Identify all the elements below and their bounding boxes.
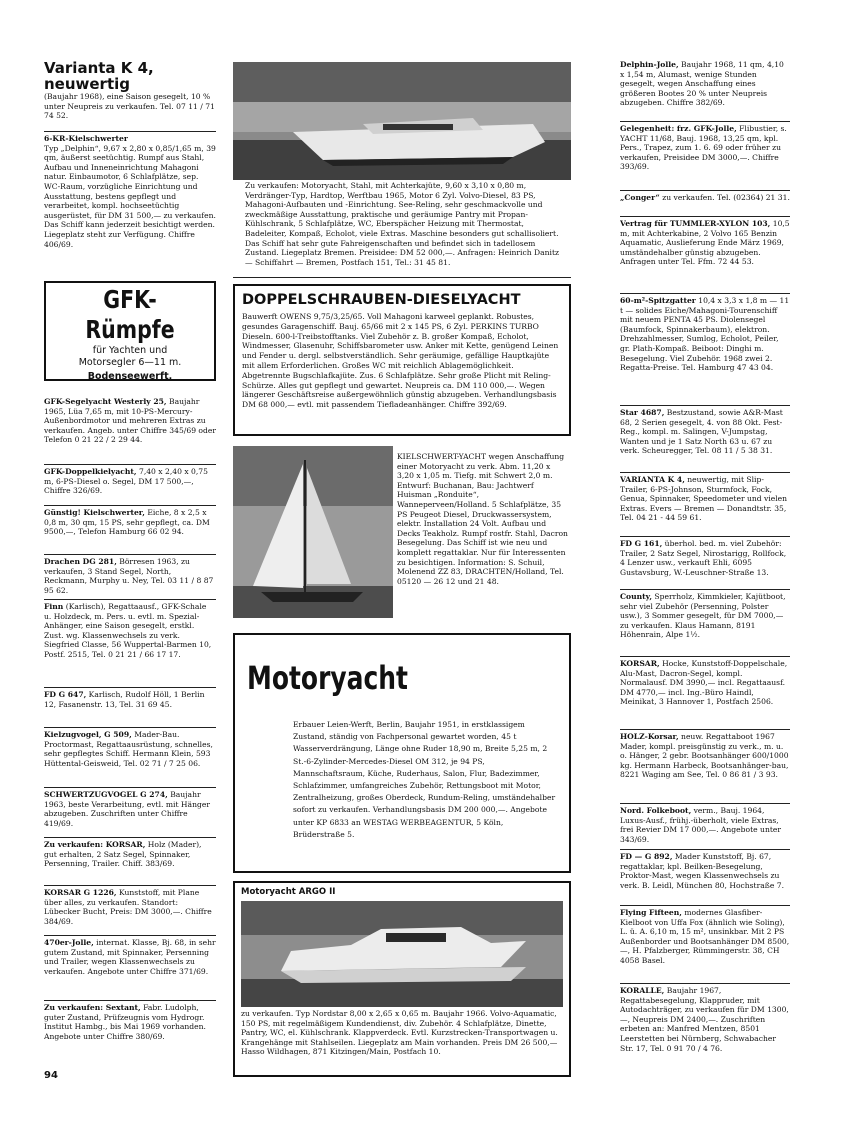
ad-lead: FD G 647,: [44, 690, 87, 699]
ad-text: internat. Klasse, Bj. 68, in sehr gutem Zustand, mit Spinnaker, Persenning und Trailer, wegen Klassenwechsels zu verkaufen. Angebote unter Chiffre 371/69.: [44, 938, 216, 976]
divider: [620, 405, 790, 406]
divider: [44, 885, 216, 886]
ad-text: Flibustier, s. YACHT 11/68, Bauj. 1968, 13,25 qm, kpl. Pers., Trapez, zum 1. 6. 69 oder früher zu verkaufen, Preisidee DM 3000,—. Chiffre 393/69.: [620, 124, 787, 172]
ad-text: Bestzustand, sowie A&R-Mast 68, 2 Serien gesegelt, 4. von 88 Okt. Fest-Reg., kompl. m. Salingen, V-Jumpstag, Wanten und je 1 Satz North 63 u. 67 zu verk. Scheuregger, Tel. 08 11 / 5 38 31.: [620, 408, 783, 456]
gfk-title: GFK-Rümpfe: [85, 285, 175, 344]
ad-lead: Nord. Folkeboot,: [620, 806, 692, 815]
classified-ad: [620, 193, 790, 215]
ad-text: Sperrholz, Kimmkieler, Kajütboot, sehr viel Zubehör (Persenning, Polster usw.), 3 Sommer gesegelt, für DM 7000,— zu verkaufen. Klaus Hamann, 8191 Höhenrain, Alpe 1½.: [620, 592, 786, 640]
ad-lead: 60-m²-Spitzgatter: [620, 296, 696, 305]
ad-lead: Zu verkaufen: Sextant,: [44, 1003, 141, 1012]
ad-text: Börresen 1963, zu verkaufen, 3 Stand Segel, North, Reckmann, Murphy u. Ney, Tel. 03 11 / 8 87 95 62.: [44, 557, 214, 595]
ad-text: Baujahr 1965, Lüa 7,65 m, mit 10-PS-Mercury-Außenbordmotor und mehreren Extras zu verkaufen. Angeb. unter Chiffre 345/69 oder Telefon 0 21 22 / 2 29 44.: [44, 397, 216, 445]
doppel-title: DOPPELSCHRAUBEN-DIESELYACHT: [242, 292, 521, 308]
ad-lead: GFK-Doppelkielyacht,: [44, 467, 137, 476]
classified-ad: [620, 908, 790, 982]
ad-text: Fabr. Ludolph, guter Zustand, Prüfzeugnis vom Hydrogr. Institut Hambg., bis Mai 1969 vorhanden. Angebote unter Chiffre 380/69.: [44, 1003, 206, 1041]
divider: [44, 1000, 216, 1001]
ad-text: 10,5 m, mit Achterkabine, 2 Volvo 165 Benzin Aquamatic, Auslieferung Ende März 1969, umständehalber günstig abzugeben. Anfragen unter Tel. Ffm. 72 44 53.: [620, 219, 790, 267]
ad-lead: Zu verkaufen: KORSAR,: [44, 840, 146, 849]
gfk-line2: Motorsegler 6—11 m.: [78, 357, 182, 368]
ad-lead: KORSAR G 1226,: [44, 888, 117, 897]
divider: [620, 983, 790, 984]
divider: [620, 472, 790, 473]
ad-lead: HOLZ-Korsar,: [620, 732, 679, 741]
ad-lead: Kielzugvogel, G 509,: [44, 730, 132, 739]
divider: [620, 849, 790, 850]
ad-text: Mader Kunststoff, Bj. 67, regattaklar, kpl. Beilken-Besegelung, Proktor-Mast, wegen Klassenwechsels zu verk. B. Leidl, München 80, Hochstraße 7.: [620, 852, 784, 890]
classified-ad: [620, 986, 790, 1076]
argo-title: Motoryacht ARGO II: [241, 887, 336, 897]
classified-ad: [44, 397, 216, 463]
classified-ad: [44, 557, 216, 598]
ad-lead: Star 4687,: [620, 408, 665, 417]
ad-text: Baujahr 1967, Regattabesegelung, Klappruder, mit Autodachträger, zu verkaufen für DM 1300,—, Neupreis DM 2400,—. Zuschriften erbeten an: Manfred Mentzen, 8501 Leerstetten bei Nürnberg, Schwabacher Str. 17, Tel. 0 91 70 / 4 76.: [620, 986, 789, 1053]
classified-ad: [620, 60, 790, 120]
ad-text: Hocke, Kunststoff-Doppelschale, Alu-Mast, Dacron-Segel, kompl. Normalausf. DM 3990,— incl. Regattaausf. DM 4770,— incl. Ing.-Büro Haindl, Meinikat, 3 Hannover 1, Postfach 2506.: [620, 659, 788, 707]
moto-title: Motoryacht: [247, 659, 408, 697]
classified-ad: [620, 408, 790, 471]
classified-ad: [44, 840, 216, 884]
ad-text: Eiche, 8 x 2,5 x 0,8 m, 30 qm, 15 PS, sehr gepflegt, ca. DM 9500,—, Telefon Hamburg 66 02 94.: [44, 508, 210, 537]
classified-ad: [44, 508, 216, 553]
ad-lead: SCHWERTZUGVOGEL G 274,: [44, 790, 168, 799]
argo-photo: [241, 901, 563, 1007]
divider: [44, 464, 216, 465]
ad-lead: Drachen DG 281,: [44, 557, 117, 566]
ad-text: Baujahr 1963, beste Verarbeitung, evtl. mit Hänger abzugeben. Zuschriften unter Chiffre 419/69.: [44, 790, 210, 828]
divider: [233, 277, 571, 278]
classified-ad: [620, 475, 790, 535]
divider: [620, 803, 790, 804]
ad-text: Karlisch, Rudolf Höll, 1 Berlin 12, Fasanenstr. 13, Tel. 31 69 45.: [44, 690, 205, 709]
motoryacht-caption: Zu verkaufen: Motoryacht, Stahl, mit Achterkajüte, 9,60 x 3,10 x 0,80 m, Verdränger-Typ, Hardtop, Werftbau 1965, Motor 6 Zyl. Volvo-Diesel, 83 PS, Mahagoni-Aufbauten und -Einrichtung. See-Reling, sehr geschmackvolle und zweckmäßige Ausstattung, praktische und geräumige Pantry mit Propan-Kühlschrank, 5 Schlafplätze, WC, Eberspächer Heizung mit Thermostat, Badeleiter, Kompaß, Echolot, viele Extras. Maschine besonders gut schallisoliert. Das Schiff hat sehr gute Fahreigenschaften und befindet sich in tadellosem Zustand. Liegeplatz Bremen. Preisidee: DM 52 000,—. Anfragen: Heinrich Danitz — Schiffahrt — Bremen, Postfach 151, Tel.: 31 45 81.: [245, 181, 560, 267]
ad-lead: VARIANTA K 4,: [620, 475, 685, 484]
classified-ad: [44, 790, 216, 836]
motorboat-image: [241, 901, 563, 1007]
doppel-text: Bauwerft OWENS 9,75/3,25/65. Voll Mahagoni karweel geplankt. Robustes, gesundes Garagenschiff. Bauj. 65/66 mit 2 x 145 PS, 6 Zyl. PERKINS TURBO Dieseln. 600-l-Treibstofftanks. Viel Zubehör z. B. großer Kompaß, Echolot, Windmesser, Glasenuhr, Schiffsbarometer usw. Anker mit Kette, genügend Leinen und Fender u. dergl. selbstverständlich. Sehr geräumige, gefällige Hauptkajüte mit allem Erforderlichen. Großes WC mit reichlich Ablagemöglichkeit. Abgetrennte Bugschlafkajüte. Zus. 6 Schlafplätze. Sehr große Plicht mit Reling-Schürze. Alles gut gepflegt und gewartet. Neupreis ca. DM 110 000,—. Wegen längerer Geschäftsreise außergewöhnlich günstig abzugeben. Verhandlungsbasis DM 68 000,— evtl. mit passendem Tiefladeanhänger. Chiffre 392/69.: [242, 312, 559, 410]
ad-text: (Karlisch), Regattaausf., GFK-Schale u. Holzdeck, m. Pers. u. evtl. m. Spezial-Anhänger, eine Saison gesegelt, erstkl. Zust. wg. Klassenwechsels zu verk. Siegfried Classe, 56 Wuppertal-Barmen 10, Postf. 2515, Tel. 0 21 21 / 66 17 17.: [44, 602, 212, 659]
ad-lead: KORSAR,: [620, 659, 660, 668]
kr-lead: 6-KR-Kielschwerter: [44, 134, 128, 143]
varianta-ad: [44, 60, 216, 121]
kr-ad: [44, 134, 216, 249]
gfk-company: Bodenseewerft,: [87, 371, 173, 381]
classified-ad: [620, 806, 790, 848]
ad-lead: Flying Fifteen,: [620, 908, 682, 917]
classified-ad: [44, 602, 216, 686]
classified-ad: [44, 888, 216, 934]
classified-ad: [620, 124, 790, 189]
divider: [620, 293, 790, 294]
classified-ad: [620, 219, 790, 292]
ad-lead: „Conger“: [620, 193, 660, 202]
varianta-heading: Varianta K 4, neuwertig: [44, 60, 154, 93]
ad-text: verm., Bauj. 1964, Luxus-Ausf., frühj.-überholt, viele Extras, frei Revier DM 17 000,—. Angebote unter 343/69.: [620, 806, 782, 844]
ad-text: 10,4 x 3,3 x 1,8 m — 11 t — solides Eiche/Mahagoni-Tourenschiff mit neuem PENTA 45 PS. Diolensegel (Baumfock, Spinnakerbaum), elektron. Drehzahlmesser, Sumlog, Echolot, Peiler, gr. Plath-Kompaß. Beiboot: Dinghi m. Besegelung. Viel Zubehör. 1968 zwei 2. Regatta-Preise. Tel. Hamburg 47 43 04.: [620, 296, 790, 373]
classified-ad: [620, 659, 790, 728]
motoryacht-photo: [233, 62, 571, 180]
ad-text: Baujahr 1968, 11 qm, 4,10 x 1,54 m, Alumast, wenige Stunden gesegelt, wegen Anschaffung eines größeren Bootes 20 % unter Neupreis abzugeben. Chiffre 382/69.: [620, 60, 784, 108]
ad-lead: Günstig! Kielschwerter,: [44, 508, 145, 517]
ad-text: zu verkaufen. Tel. (02364) 21 31.: [662, 193, 790, 202]
ad-lead: GFK-Segelyacht Westerly 25,: [44, 397, 167, 406]
ad-lead: County,: [620, 592, 652, 601]
ad-text: Kunststoff, mit Plane über alles, zu verkaufen. Standort: Lübecker Bucht, Preis: DM 3000,—. Chiffre 384/69.: [44, 888, 212, 926]
divider: [44, 727, 216, 728]
ad-text: Mader-Bau. Proctormast, Regattaausrüstung, schnelles, sehr gepflegtes Schiff. Hermann Klein, 593 Hüttental-Geisweid, Tel. 02 71 / 7 25 06.: [44, 730, 213, 768]
ad-text: modernes Glasfiber-Kielboot von Uffa Fox (ähnlich wie Soling), L. ü. A. 6,10 m, 15 m², unsinkbar. Mit 2 PS Außenborder und Bootsanhänger DM 8500,—, H. Pfalzberger, Rümmingerstr. 38, CH 4058 Basel.: [620, 908, 790, 965]
kielschwert-photo: [233, 446, 393, 618]
ad-lead: FD G 161,: [620, 539, 663, 548]
classified-ad: [44, 730, 216, 786]
classified-ad: [44, 467, 216, 504]
divider: [620, 905, 790, 906]
moto-text: Erbauer Leien-Werft, Berlin, Baujahr 1951, in erstklassigem Zustand, ständig von Fachpersonal gewartet worden, 45 t Wasserverdrängung, Länge ohne Ruder 18,90 m, Breite 5,25 m, 2 St.-6-Zylinder-Mercedes-Diesel OM 312, je 94 PS, Mannschaftsraum, Küche, Ruderhaus, Salon, Flur, Badezimmer, Schlafzimmer, umfangreiches Zubehör, Rettungsboot mit Motor, Zentralheizung, großes Oberdeck, Rundum-Reling, umständehalber sofort zu verkaufen. Verhandlungsbasis DM 200 000,—. Angebote unter KP 6833 an WESTAG WERBEAGENTUR, 5 Köln, Brüderstraße 5.: [293, 720, 556, 839]
argo-ad: [233, 881, 571, 1077]
classified-ad: [44, 690, 216, 726]
moto-ad: [233, 633, 571, 873]
kr-text: Typ „Delphin“, 9,67 x 2,80 x 0,85/1,65 m, 39 qm, äußerst seetüchtig. Rumpf aus Stahl, Aufbau und Inneneinrichtung Mahagoni natur. Einbaumotor, 6 Schlafplätze, sep. WC-Raum, vorzügliche Einrichtung und Ausstattung, bestens gepflegt und verarbeitet, kompl. hochseetüchtig ausgerüstet, für DM 31 500,— zu verkaufen. Das Schiff kann jederzeit besichtigt werden. Liegeplatz steht zur Verfügung. Chiffre 406/69.: [44, 143, 216, 249]
gfk-ad: [44, 281, 216, 381]
classified-ad: [620, 539, 790, 588]
ad-text: Holz (Mader), gut erhalten, 2 Satz Segel, Spinnaker, Persenning, Trailer. Chiff. 383/69.: [44, 840, 202, 869]
divider: [44, 687, 216, 688]
classified-ad: [620, 852, 790, 904]
ad-text: neuw. Regattaboot 1967 Mader, kompl. preisgünstig zu verk., m. u. o. Hänger, 2 gebr. Bootsanhänger 600/1000 kg. Hermann Harbeck, Bootsanhänger-bau, 8221 Waging am See, Tel. 0 86 81 / 3 93.: [620, 732, 789, 780]
classified-ad: [44, 1003, 216, 1076]
classified-ad: [620, 732, 790, 802]
divider: [44, 787, 216, 788]
ad-lead: Delphin-Jolle,: [620, 60, 679, 69]
page-number: 94: [44, 1070, 58, 1081]
divider: [44, 505, 216, 506]
ad-lead: Gelegenheit: frz. GFK-Jolle,: [620, 124, 737, 133]
classified-ad: [44, 938, 216, 999]
ad-lead: KORALLE,: [620, 986, 665, 995]
divider: [44, 131, 216, 132]
ad-text: überhol. bed. m. viel Zubehör: Trailer, 2 Satz Segel, Nirostarigg, Rollfock, 4 Lenzer usw., verkauft Ehli, 6095 Gustavsburg, W.-Leuschner-Straße 13.: [620, 539, 787, 577]
divider: [620, 536, 790, 537]
ad-lead: Finn: [44, 602, 64, 611]
classified-ad: [620, 592, 790, 655]
ad-text: 7,40 x 2,40 x 0,75 m, 6-PS-Diesel o. Segel, DM 17 500,—, Chiffre 326/69.: [44, 467, 208, 496]
argo-text: zu verkaufen. Typ Nordstar 8,00 x 2,65 x 0,65 m. Baujahr 1966. Volvo-Aquamatic, 150 PS, mit regelmäßigem Kundendienst, div. Zubehör. 4 Schlafplätze, Dinette, Pantry, WC, el. Kühlschrank. Klappverdeck. Evtl. Kurzstrecken-Transportwagen u. Krangehänge mit Stahlseilen. Liegeplatz am Main vorhanden. Preis DM 26 500,— Hasso Wildhagen, 871 Kitzingen/Main, Postfach 10.: [241, 1009, 558, 1057]
divider: [620, 216, 790, 217]
doppel-ad: [233, 284, 571, 436]
divider: [44, 935, 216, 936]
motoryacht-image: [233, 62, 571, 180]
divider: [620, 729, 790, 730]
divider: [44, 837, 216, 838]
divider: [44, 599, 216, 600]
gfk-line1: für Yachten und: [92, 345, 168, 356]
divider: [620, 190, 790, 191]
divider: [620, 656, 790, 657]
ad-lead: Vertrag für TUMMLER-XYLON 103,: [620, 219, 771, 228]
divider: [620, 589, 790, 590]
varianta-text: (Baujahr 1968), eine Saison gesegelt, 10 % unter Neupreis zu verkaufen. Tel. 07 11 / 71 74 52.: [44, 92, 215, 121]
ad-text: neuwertig, mit Slip-Trailer, 6-PS-Johnson, Sturmfock, Fock, Genua, Spinnaker, Speedometer und vielen Extras. Evers — Bremen — Donandtstr. 35, Tel. 04 21 - 44 59 61.: [620, 475, 788, 523]
divider: [44, 554, 216, 555]
kielschwert-text: KIELSCHWERT-YACHT wegen Anschaffung einer Motoryacht zu verk. Abm. 11,20 x 3,20 x 1,05 m. Tiefg. mit Schwert 2,0 m. Entwurf: Buchanan, Bau: Jachtwerf Huisman „Ronduite“, Wanneperveen/Holland. 5 Schlafplätze, 35 PS Peugeot Diesel, Druckwassersystem, elektr. Installation 24 Volt. Aufbau und Decks Teakholz. Rumpf rostfr. Stahl, Dacron Besegelung. Das Schiff ist wie neu und komplett regattaklar. Nur für Interessenten zu besichtigen. Information: S. Schuil, Molenend ZZ 83, DRACHTEN/Holland, Tel. 05120 — 26 12 und 21 48.: [397, 452, 568, 586]
ad-lead: 470er-Jolle,: [44, 938, 94, 947]
divider: [620, 121, 790, 122]
ad-lead: FD — G 892,: [620, 852, 673, 861]
classified-ad: [620, 296, 790, 404]
sailboat-image: [233, 446, 393, 618]
